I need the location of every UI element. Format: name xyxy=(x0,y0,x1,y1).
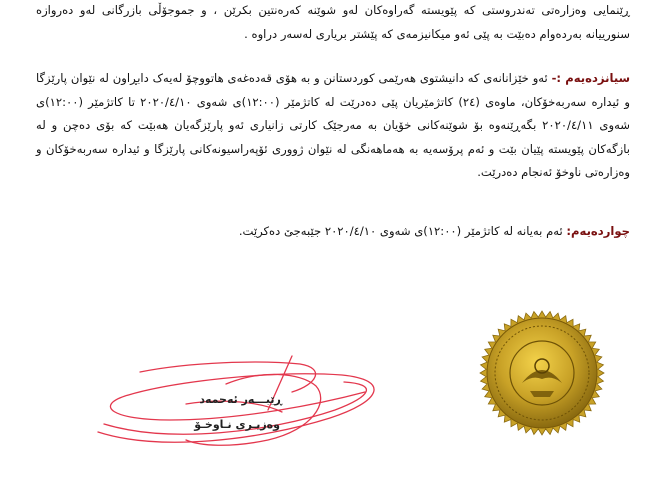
paragraph-13-heading: سیانزدەیەم :- xyxy=(551,71,630,85)
paragraph-14-text: ئەم بەیانە لە کاتژمێر (١٢:٠٠)ی شەوی ٢٠٢٠/٤/١٠ جێبەجێ دەکرێت. xyxy=(238,224,563,238)
seal-emblem-base xyxy=(530,391,554,397)
official-seal-icon xyxy=(478,309,606,437)
paragraph-1-text: ڕێنمایی وەزارەتی تەندروستی کە پێویستە گەراوەکان لەو شوێنە کەرەنتین بکرێن ، و جموجۆڵی بازرگانی لەو دەروازە سنورییانە بەردەوام دەبێت بە پێی ئەو میکانیزمەی کە پێشتر بریاری لەسەر دراوە . xyxy=(36,3,630,41)
paragraph-14 xyxy=(200,220,630,244)
paragraph-1 xyxy=(36,0,630,46)
signatory-name: ڕێبـــەر ئەحمەد xyxy=(199,393,282,406)
paragraph-14-heading: چواردەیەم: xyxy=(566,224,630,238)
paragraph-13 xyxy=(36,67,630,185)
signatory-title: وەزیـری نـاوخـۆ xyxy=(194,418,280,431)
paragraph-13-text: ئەو خێزانانەی کە دانیشتوی هەرێمی کوردستانن و بە هۆی قەدەغەی هاتووچۆ لەیەک دابڕاون لە نێوان پارێزگا و ئیدارە سەربەخۆکان، ماوەی (٢٤) کاتژمێریان پێی دەدرێت لە کاتژمێر (١٢:٠٠)ی شەوی ٢٠٢٠/٤/١٠ تا کاتژمێر (١٢:٠٠)ی شەوی ٢٠٢٠/٤/١١ بگەڕێنەوە بۆ شوێنەکانی خۆیان بە مەرجێک کارتی زانیاری ئەو پارێزگەیان هەبێت کە بۆی دەچن و لە بازگەکان پێویستە پێیان بێت و ئەم پرۆسەیە بە هەماهەنگی لە نێوان ژووری ئۆپەراسیونەکانی پارێزگا و ئیدارە سەربەخۆکان و وەزارەتی ناوخۆ ئەنجام دەدرێت. xyxy=(36,71,630,180)
